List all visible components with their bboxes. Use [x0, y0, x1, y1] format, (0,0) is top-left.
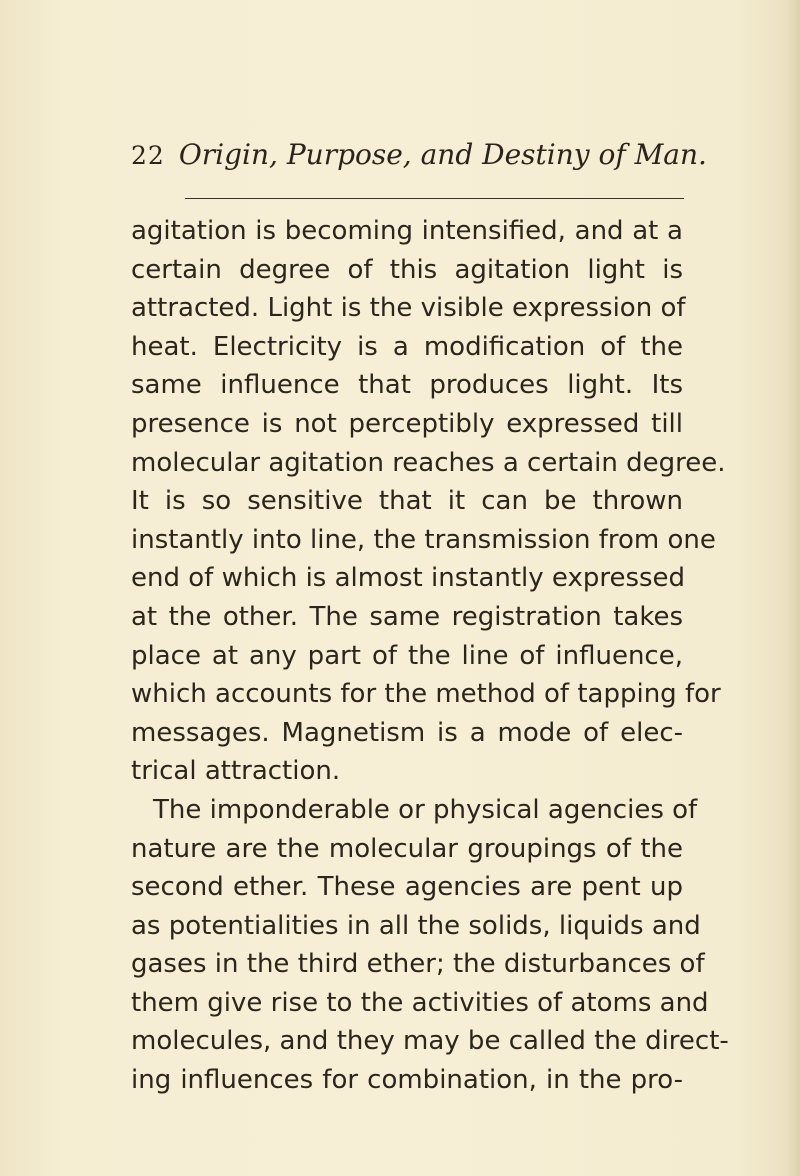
text-line: The imponderable or physical agencies of — [153, 794, 698, 825]
paragraph-2 — [131, 791, 729, 1100]
text-line: gases in the third ether; the disturbances of — [131, 949, 705, 980]
running-head — [131, 138, 707, 182]
text-line: trical attraction. — [131, 756, 341, 787]
text-line: second ether. These agencies are pent up — [131, 872, 683, 903]
text-line: end of which is almost instantly expressed — [131, 563, 686, 594]
text-line: heat. Electricity is a modification of the — [131, 331, 683, 362]
text-line: attracted. Light is the visible expression of — [131, 293, 686, 324]
text-line: agitation is becoming intensified, and at a — [131, 216, 683, 246]
paragraph-1 — [131, 212, 726, 791]
text-line: them give rise to the activities of atoms and — [131, 987, 709, 1018]
text-line: certain degree of this agitation light is — [131, 254, 683, 285]
page-number: 22 — [131, 141, 165, 170]
text-line: as potentialities in all the solids, liquids and — [131, 910, 701, 941]
text-line: ing influences for combination, in the pro- — [131, 1065, 683, 1096]
text-line: instantly into line, the transmission from one — [131, 524, 716, 555]
text-line: It is so sensitive that it can be thrown — [131, 486, 683, 517]
text-line: at the other. The same registration takes — [131, 601, 683, 632]
text-line: place at any part of the line of influence, — [131, 640, 683, 671]
text-line: which accounts for the method of tapping for — [131, 679, 721, 710]
page-edge-shadow — [786, 0, 800, 1176]
text-line: molecular agitation reaches a certain degree. — [131, 447, 726, 478]
text-line: same influence that produces light. Its — [131, 370, 683, 401]
text-line: molecules, and they may be called the direct- — [131, 1026, 729, 1057]
header-rule — [185, 198, 684, 199]
body-text — [131, 212, 729, 1100]
running-title: Origin, Purpose, and Destiny of Man. — [178, 138, 707, 171]
text-line: presence is not perceptibly expressed till — [131, 408, 683, 439]
text-line: messages. Magnetism is a mode of elec- — [131, 717, 683, 748]
text-line: nature are the molecular groupings of the — [131, 833, 683, 864]
